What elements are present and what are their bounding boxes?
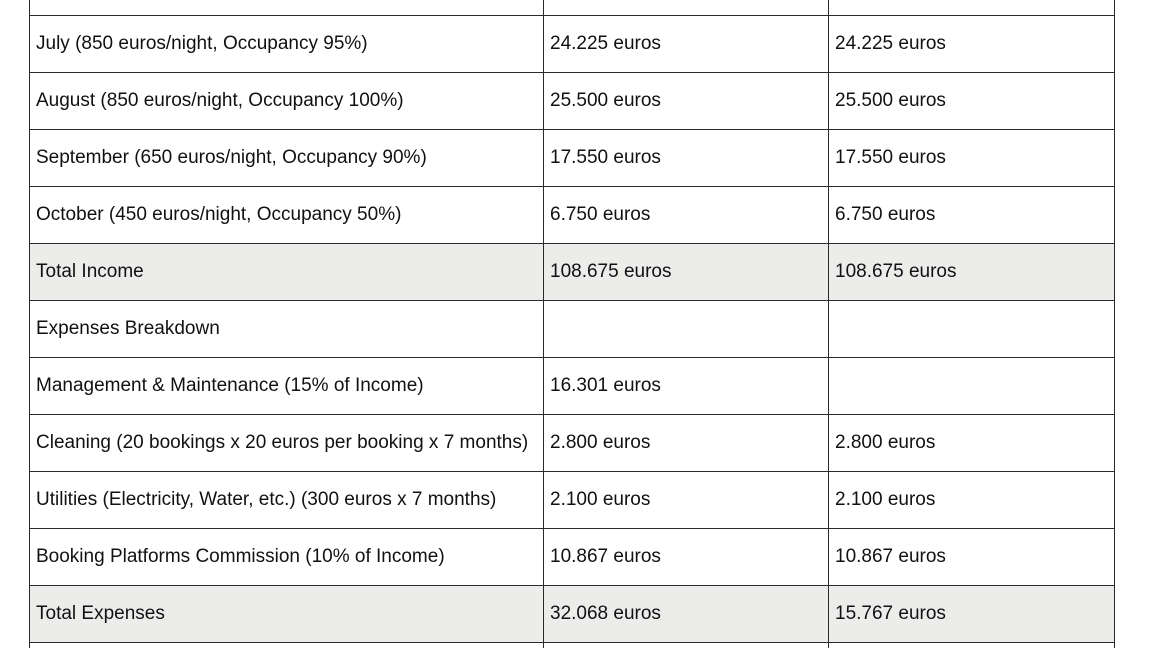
amount-cell-second: 2.800 euros bbox=[829, 415, 1115, 472]
table-row bbox=[30, 0, 1115, 16]
table-row bbox=[30, 415, 1115, 472]
row-label bbox=[30, 0, 544, 16]
table-row bbox=[30, 358, 1115, 415]
financial-table bbox=[29, 0, 1115, 648]
row-label: Utilities (Electricity, Water, etc.) (300 euros x 7 months) bbox=[30, 472, 544, 529]
table-row bbox=[30, 643, 1115, 648]
row-label bbox=[30, 643, 544, 648]
financial-table-body bbox=[30, 0, 1115, 648]
amount-cell-first bbox=[544, 301, 829, 358]
amount-cell-second: 10.867 euros bbox=[829, 529, 1115, 586]
row-label: Management & Maintenance (15% of Income) bbox=[30, 358, 544, 415]
table-row bbox=[30, 244, 1115, 301]
row-label: Total Income bbox=[30, 244, 544, 301]
table-row bbox=[30, 73, 1115, 130]
table-row bbox=[30, 472, 1115, 529]
row-label: October (450 euros/night, Occupancy 50%) bbox=[30, 187, 544, 244]
amount-cell-second bbox=[829, 301, 1115, 358]
amount-cell-first: 25.500 euros bbox=[544, 73, 829, 130]
table-row bbox=[30, 187, 1115, 244]
amount-cell-first bbox=[544, 0, 829, 16]
amount-cell-second: 2.100 euros bbox=[829, 472, 1115, 529]
amount-cell-first: 24.225 euros bbox=[544, 16, 829, 73]
amount-cell-second: 6.750 euros bbox=[829, 187, 1115, 244]
amount-cell-first: 6.750 euros bbox=[544, 187, 829, 244]
amount-cell-first bbox=[544, 643, 829, 648]
row-label: Cleaning (20 bookings x 20 euros per booking x 7 months) bbox=[30, 415, 544, 472]
table-row bbox=[30, 301, 1115, 358]
row-label: July (850 euros/night, Occupancy 95%) bbox=[30, 16, 544, 73]
amount-cell-second bbox=[829, 0, 1115, 16]
amount-cell-second: 25.500 euros bbox=[829, 73, 1115, 130]
amount-cell-first: 108.675 euros bbox=[544, 244, 829, 301]
table-row bbox=[30, 529, 1115, 586]
row-label: Total Expenses bbox=[30, 586, 544, 643]
amount-cell-second bbox=[829, 358, 1115, 415]
table-row bbox=[30, 16, 1115, 73]
amount-cell-second: 15.767 euros bbox=[829, 586, 1115, 643]
amount-cell-first: 10.867 euros bbox=[544, 529, 829, 586]
amount-cell-second: 108.675 euros bbox=[829, 244, 1115, 301]
amount-cell-first: 16.301 euros bbox=[544, 358, 829, 415]
row-label: September (650 euros/night, Occupancy 90%) bbox=[30, 130, 544, 187]
amount-cell-first: 32.068 euros bbox=[544, 586, 829, 643]
table-row bbox=[30, 130, 1115, 187]
amount-cell-second: 17.550 euros bbox=[829, 130, 1115, 187]
amount-cell-first: 2.100 euros bbox=[544, 472, 829, 529]
row-label: August (850 euros/night, Occupancy 100%) bbox=[30, 73, 544, 130]
amount-cell-second: 24.225 euros bbox=[829, 16, 1115, 73]
amount-cell-first: 2.800 euros bbox=[544, 415, 829, 472]
amount-cell-first: 17.550 euros bbox=[544, 130, 829, 187]
amount-cell-second bbox=[829, 643, 1115, 648]
row-label: Booking Platforms Commission (10% of Income) bbox=[30, 529, 544, 586]
row-label: Expenses Breakdown bbox=[30, 301, 544, 358]
table-row bbox=[30, 586, 1115, 643]
